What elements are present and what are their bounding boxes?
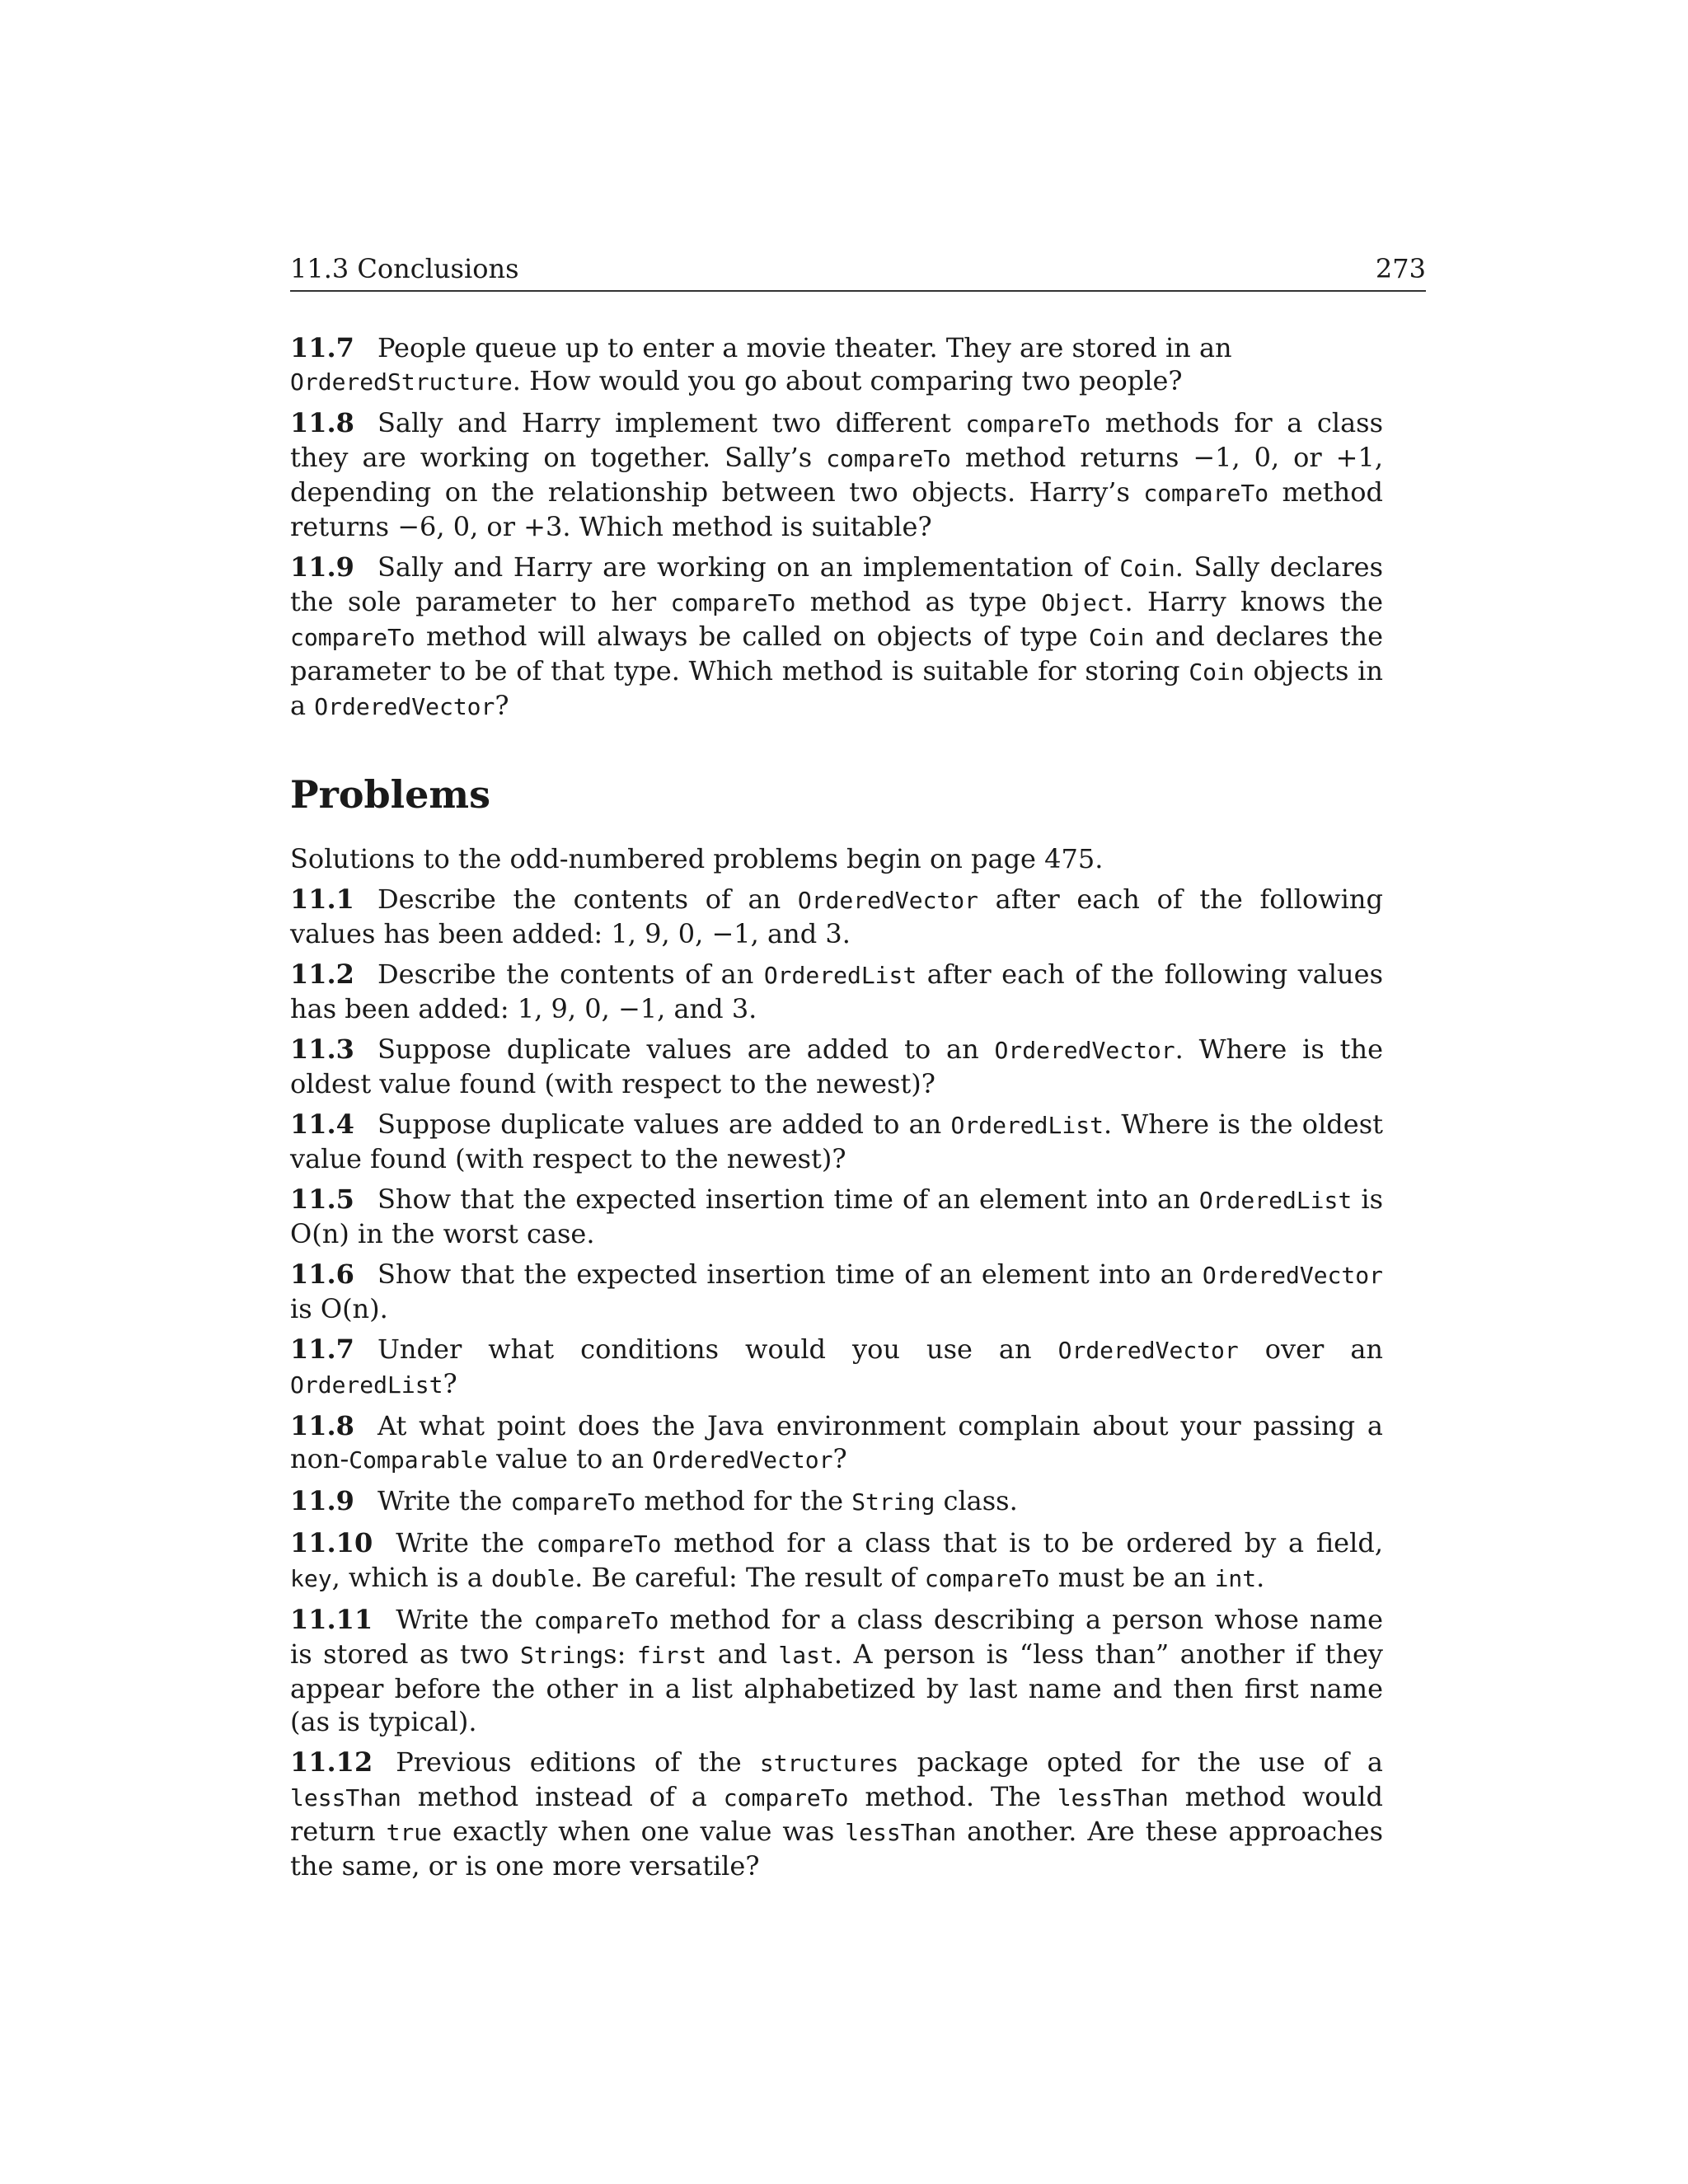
page-content — [290, 331, 1383, 1890]
body-text: , which is a — [331, 1562, 491, 1593]
code-term: compareTo — [723, 1784, 849, 1811]
code-term: Coin — [1189, 658, 1245, 686]
code-term: compareTo — [670, 589, 796, 616]
code-term: OrderedVector — [994, 1037, 1175, 1064]
code-term: true — [386, 1819, 443, 1846]
code-term: String — [851, 1488, 935, 1516]
code-term: String — [520, 1642, 604, 1669]
body-text: . Where is the oldest value found (with respect to the newest)? — [290, 1033, 1384, 1099]
problem-item-number: 11.8 — [290, 1410, 354, 1441]
problem-list — [290, 883, 1383, 1882]
body-text: Write the — [396, 1527, 537, 1558]
code-term: lessThan — [290, 1784, 401, 1811]
code-term: OrderedVector — [1057, 1337, 1239, 1364]
body-text: package opted for the use of a — [898, 1746, 1384, 1778]
problem-item-number: 11.11 — [290, 1604, 373, 1635]
code-term: compareTo — [290, 624, 415, 651]
problem-item — [290, 958, 1383, 1025]
code-term: OrderedList — [290, 1371, 443, 1399]
body-text: . How would you go about comparing two people? — [512, 365, 1183, 396]
code-term: lessThan — [1057, 1784, 1169, 1811]
body-text: exactly when one value was — [442, 1816, 846, 1847]
code-term: compareTo — [924, 1565, 1050, 1592]
body-text: method will always be called on objects of type — [415, 621, 1089, 652]
code-term: compareTo — [510, 1488, 636, 1516]
body-text: Write the — [396, 1604, 534, 1635]
problem-item-number: 11.3 — [290, 1033, 354, 1065]
problem-item — [290, 1183, 1383, 1250]
body-text: method for the — [635, 1485, 852, 1516]
body-text: . Be careful: The result of — [574, 1562, 925, 1593]
body-text: method returns −1, 0, or +1, depending on the relationship between two objects. Harry’s — [290, 442, 1384, 508]
body-text: and — [706, 1638, 779, 1670]
code-term: OrderedList — [950, 1112, 1104, 1139]
body-text: People queue up to enter a movie theater. They are stored in an — [377, 332, 1232, 363]
body-text: is O(n) in the worst case. — [290, 1183, 1384, 1249]
code-term: Object — [1041, 589, 1125, 616]
body-text: . Harry knows the — [1124, 586, 1384, 617]
code-term: lessThan — [845, 1819, 957, 1846]
problem-item — [290, 1333, 1383, 1402]
page-number: 273 — [1375, 253, 1426, 284]
problem-item — [290, 1603, 1383, 1738]
problem-item-number: 11.1 — [290, 883, 354, 915]
body-text: ? — [832, 1443, 847, 1474]
body-text: and declares the parameter to be of that type. Which method is suitable for storing — [290, 621, 1384, 687]
running-header — [290, 252, 1426, 292]
problem-item — [290, 1258, 1383, 1325]
body-text: objects in a — [290, 655, 1384, 721]
problem-item-number: 11.9 — [290, 1485, 354, 1516]
body-text: another. Are these approaches the same, or is one more versatile? — [290, 1816, 1384, 1882]
code-term: OrderedVector — [652, 1446, 833, 1474]
code-term: structures — [759, 1750, 899, 1777]
body-text: At what point does the Java environment complain about your passing a non- — [290, 1410, 1383, 1474]
code-term: compareTo — [1143, 480, 1269, 507]
body-text: class. — [935, 1485, 1018, 1516]
code-term: compareTo — [826, 445, 951, 472]
code-term: last — [778, 1642, 834, 1669]
code-term: compareTo — [965, 410, 1091, 438]
code-term: OrderedVector — [314, 693, 495, 720]
body-text: method would return — [290, 1781, 1384, 1847]
body-text: must be an — [1049, 1562, 1215, 1593]
problem-item — [290, 1526, 1383, 1596]
body-text: Under what conditions would you use an — [377, 1333, 1058, 1365]
code-term: Comparable — [349, 1446, 488, 1474]
problems-heading: Problems — [290, 772, 490, 817]
problem-item-number: 11.6 — [290, 1258, 354, 1290]
body-text: methods for a class they are working on together. Sally’s — [290, 407, 1384, 473]
exercise-item-number: 11.7 — [290, 332, 354, 363]
body-text: Previous editions of the — [396, 1746, 760, 1778]
problem-item — [290, 1033, 1383, 1100]
exercise-item-number: 11.8 — [290, 407, 354, 438]
problem-item — [290, 1746, 1383, 1882]
problem-item — [290, 1484, 1383, 1519]
body-text: ? — [443, 1368, 457, 1399]
problems-intro: Solutions to the odd-numbered problems begin on page 475. — [290, 843, 1104, 874]
body-text: s: — [603, 1638, 637, 1670]
problem-item — [290, 1409, 1383, 1477]
problem-item — [290, 883, 1383, 950]
exercise-item — [290, 551, 1383, 724]
code-term: compareTo — [533, 1607, 659, 1634]
body-text: . Where is the oldest value found (with respect to the newest)? — [290, 1108, 1384, 1174]
body-text: . — [1256, 1562, 1265, 1593]
problem-item-number: 11.5 — [290, 1183, 354, 1215]
code-term: double — [490, 1565, 575, 1592]
body-text: method. The — [848, 1781, 1057, 1812]
body-text: method as type — [795, 586, 1042, 617]
body-text: Describe the contents of an — [377, 958, 764, 990]
problem-item-number: 11.2 — [290, 958, 354, 990]
code-term: key — [290, 1565, 332, 1592]
section-heading: 11.3 Conclusions — [290, 253, 519, 284]
problem-item-number: 11.4 — [290, 1108, 354, 1140]
problem-item-number: 11.10 — [290, 1527, 373, 1558]
code-term: OrderedList — [1198, 1187, 1353, 1214]
problem-item — [290, 1108, 1383, 1175]
body-text: value to an — [487, 1443, 653, 1474]
exercise-item — [290, 406, 1383, 543]
code-term: first — [636, 1642, 707, 1669]
code-term: Coin — [1088, 624, 1145, 651]
body-text: method for a class that is to be ordered by a field, — [661, 1527, 1384, 1558]
body-text: . Sally declares the sole parameter to her — [290, 551, 1383, 617]
body-text: after each of the following values has been added: 1, 9, 0, −1, and 3. — [290, 958, 1384, 1024]
exercise-item — [290, 331, 1426, 399]
body-text: Suppose duplicate values are added to an — [377, 1108, 951, 1140]
body-text: . A person is “less than” another if they appear before the other in a list alphabetized by last name and then first name (as is typical). — [290, 1638, 1383, 1737]
code-term: Coin — [1119, 555, 1175, 582]
body-text: after each of the following values has been added: 1, 9, 0, −1, and 3. — [290, 883, 1383, 949]
code-term: OrderedVector — [1202, 1262, 1383, 1289]
body-text: Suppose duplicate values are added to an — [377, 1033, 995, 1065]
body-text: method returns −6, 0, or +3. Which method is suitable? — [290, 476, 1384, 542]
code-term: OrderedVector — [797, 887, 979, 914]
body-text: is O(n). — [290, 1293, 388, 1324]
body-text: Sally and Harry are working on an implementation of — [377, 551, 1120, 583]
body-text: Describe the contents of an — [377, 883, 798, 915]
code-term: OrderedStructure — [290, 368, 513, 396]
code-term: compareTo — [536, 1530, 662, 1558]
body-text: Show that the expected insertion time of an element into an — [377, 1183, 1199, 1215]
problem-item-number: 11.12 — [290, 1746, 373, 1778]
code-term: OrderedList — [763, 962, 917, 989]
exercise-item-number: 11.9 — [290, 551, 354, 583]
code-term: int — [1214, 1565, 1257, 1592]
body-text: Sally and Harry implement two different — [377, 407, 966, 438]
exercise-list — [290, 331, 1383, 724]
body-text: Write the — [377, 1485, 511, 1516]
body-text: ? — [495, 690, 509, 721]
problem-item-number: 11.7 — [290, 1333, 354, 1365]
body-text: method for a class describing a person whose name is stored as two — [290, 1604, 1383, 1670]
body-text: method instead of a — [401, 1781, 724, 1812]
body-text: Show that the expected insertion time of an element into an — [377, 1258, 1203, 1290]
body-text: over an — [1238, 1333, 1384, 1365]
